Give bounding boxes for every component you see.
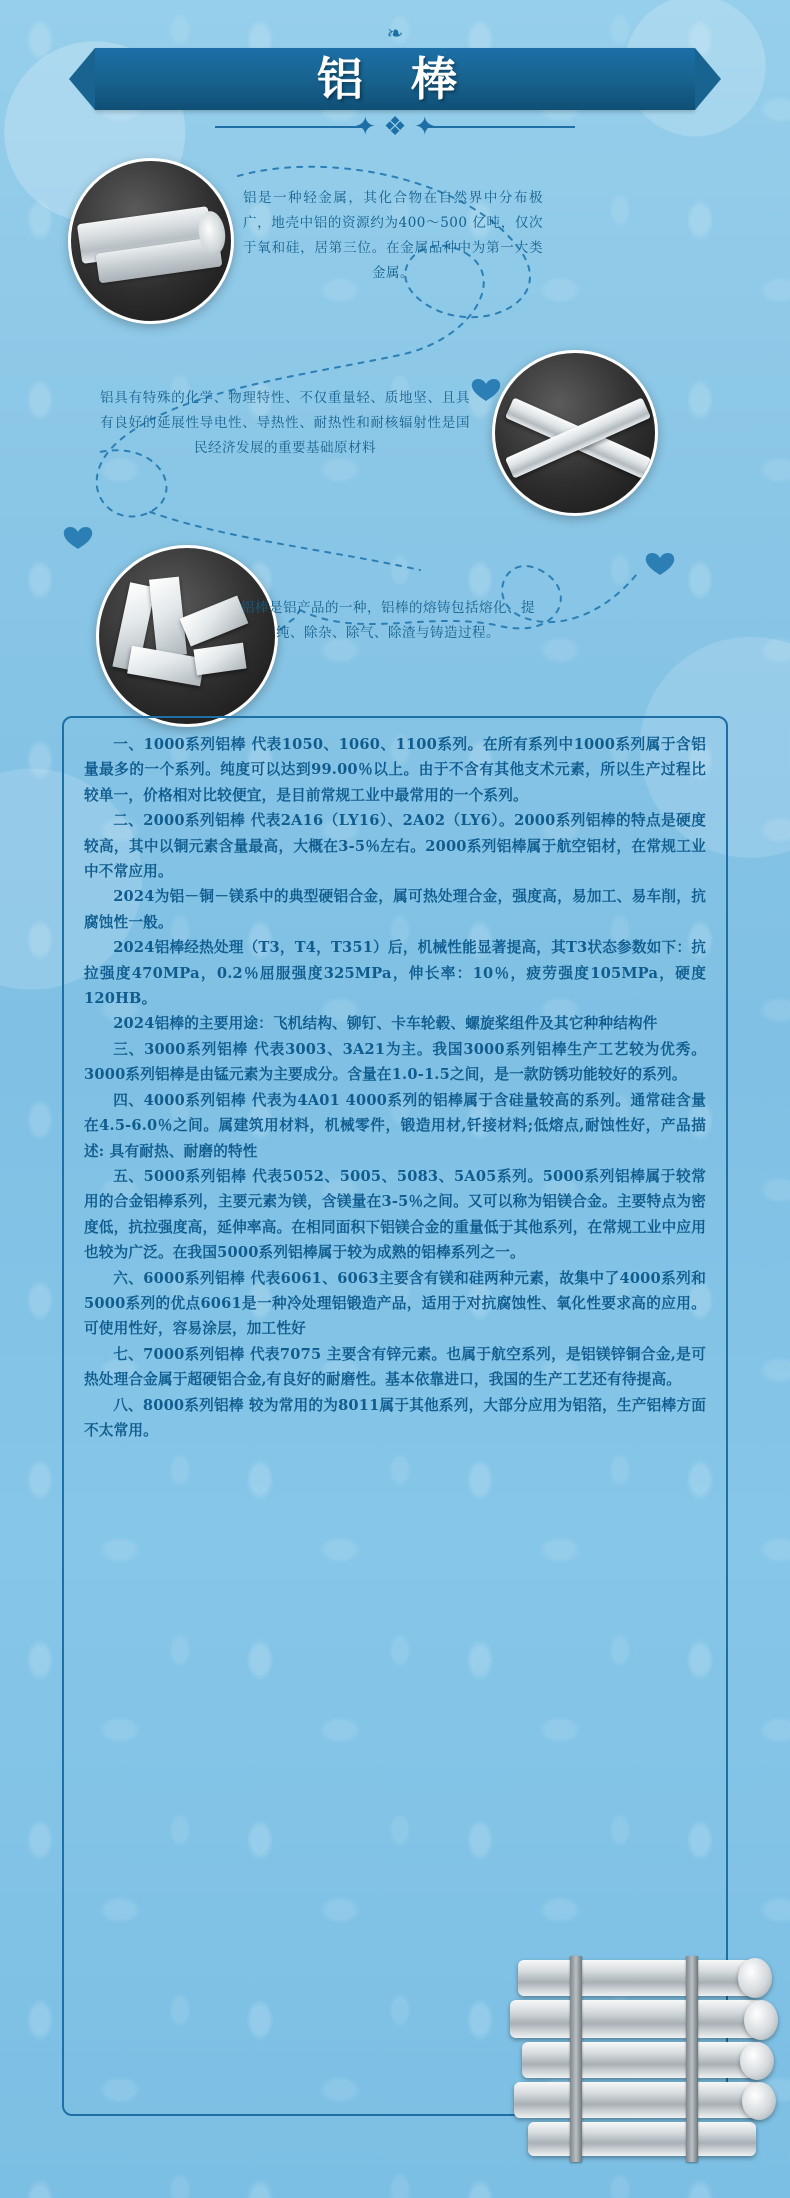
- rod-end-cap: [738, 1958, 772, 1998]
- photo-aluminium-rod-closeup: [68, 158, 234, 324]
- rod-end-cap: [744, 2000, 778, 2040]
- strap-band: [686, 1956, 698, 2162]
- intro-paragraph-3: 铝棒是铝产品的一种，铝棒的熔铸包括熔化、提纯、除杂、除气、除渣与铸造过程。: [241, 600, 535, 641]
- body-paragraph-11: 八、8000系列铝棒 较为常用的为8011属于其他系列，大部分应用为铝箔，生产铝棒方面不太常用。: [84, 1396, 706, 1439]
- ornament-bottom-icon: ✦ ❖ ✦: [354, 111, 436, 141]
- body-paragraph-5: 2024铝棒的主要用途：飞机结构、铆钉、卡车轮毂、螺旋桨组件及其它种种结构件: [113, 1015, 658, 1033]
- body-paragraph-3: 2024为铝－铜－镁系中的典型硬铝合金，属可热处理合金，强度高，易加工、易车削，抗腐蚀性一般。: [84, 888, 706, 931]
- body-paragraph-4: 2024铝棒经热处理（T3，T4，T351）后，机械性能显著提高，其T3状态参数如下：抗拉强度470MPa，0.2％屈服强度325MPa，伸长率：10％，疲劳强度105MPa，硬度120HB。: [84, 939, 706, 1008]
- rod-shape: [514, 2082, 760, 2118]
- rod-shape: [522, 2042, 760, 2078]
- body-paragraph-8: 五、5000系列铝棒 代表5052、5005、5083、5A05系列。5000系列铝棒属于较常用的合金铝棒系列，主要元素为镁，含镁量在3-5％之间。又可以称为铝镁合金。主要特点为密度低，抗拉强度高，延伸率高。在相同面积下铝镁合金的重量低于其他系列，在常规工业中应用也较为广泛。在我国5000系列铝棒属于较为成熟的铝棒系列之一。: [84, 1167, 706, 1262]
- body-paragraph-7: 四、4000系列铝棒 代表为4A01 4000系列的铝棒属于含硅量较高的系列。通常硅含量在4.5-6.0％之间。属建筑用材料，机械零件，锻造用材,钎接材料;低熔点,耐蚀性好，产品描述: 具有耐热、耐磨的特性: [84, 1091, 706, 1160]
- body-paragraph-9: 六、6000系列铝棒 代表6061、6063主要含有镁和硅两种元素，故集中了4000系列和5000系列的优点6061是一种冷处理铝锻造产品，适用于对抗腐蚀性、氧化性要求高的应用。可使用性好，容易涂层，加工性好: [84, 1269, 706, 1338]
- intro-paragraph-1: 铝是一种轻金属，其化合物在自然界中分布极广，地壳中铝的资源约为400～500 亿吨，仅次于氧和硅，居第三位。在金属品种中为第一大类金属。: [243, 190, 543, 281]
- body-paragraph-1: 一、1000系列铝棒 代表1050、1060、1100系列。在所有系列中1000系列属于含铝量最多的一个系列。纯度可以达到99.00％以上。由于不含有其他支术元素，所以生产过程比较单一，价格相对比较便宜，是目前常规工业中最常用的一个系列。: [84, 736, 706, 804]
- photo-rod-bundle: [500, 1920, 790, 2198]
- ingot-shape: [193, 643, 246, 676]
- rod-end-cap: [742, 2082, 776, 2120]
- body-paragraph-10: 七、7000系列铝棒 代表7075 主要含有锌元素。也属于航空系列，是铝镁锌铜合金,是可热处理合金属于超硬铝合金,有良好的耐磨性。基本依靠进口，我国的生产工艺还有待提高。: [84, 1345, 706, 1389]
- photo-crossed-bars: [492, 350, 658, 516]
- intro-paragraph-2: 铝具有特殊的化学、物理特性、不仅重量轻、质地坚、且具有良好的延展性导电性、导热性、耐热性和耐核辐射性是国民经济发展的重要基础原材料: [100, 390, 470, 456]
- series-description-box: [62, 716, 728, 2116]
- ornament-top-icon: ❧: [386, 23, 404, 45]
- page-title: 铝 棒: [316, 52, 473, 106]
- body-paragraph-6: 三、3000系列铝棒 代表3003、3A21为主。我国3000系列铝棒生产工艺较为优秀。3000系列铝棒是由锰元素为主要成分。含量在1.0-1.5之间，是一款防锈功能较好的系列。: [84, 1040, 706, 1084]
- strap-band: [570, 1956, 582, 2162]
- body-paragraph-2: 二、2000系列铝棒 代表2A16（LY16）、2A02（LY6）。2000系列铝棒的特点是硬度较高，其中以铜元素含量最高，大概在3-5％左右。2000系列铝棒属于航空铝材，在常规工业中不常应用。: [84, 812, 706, 881]
- rod-shape: [528, 2122, 756, 2156]
- rod-shape: [510, 2000, 762, 2038]
- poster-header: [0, 0, 790, 150]
- rod-shape: [518, 1960, 758, 1996]
- rod-end-cap: [740, 2042, 774, 2080]
